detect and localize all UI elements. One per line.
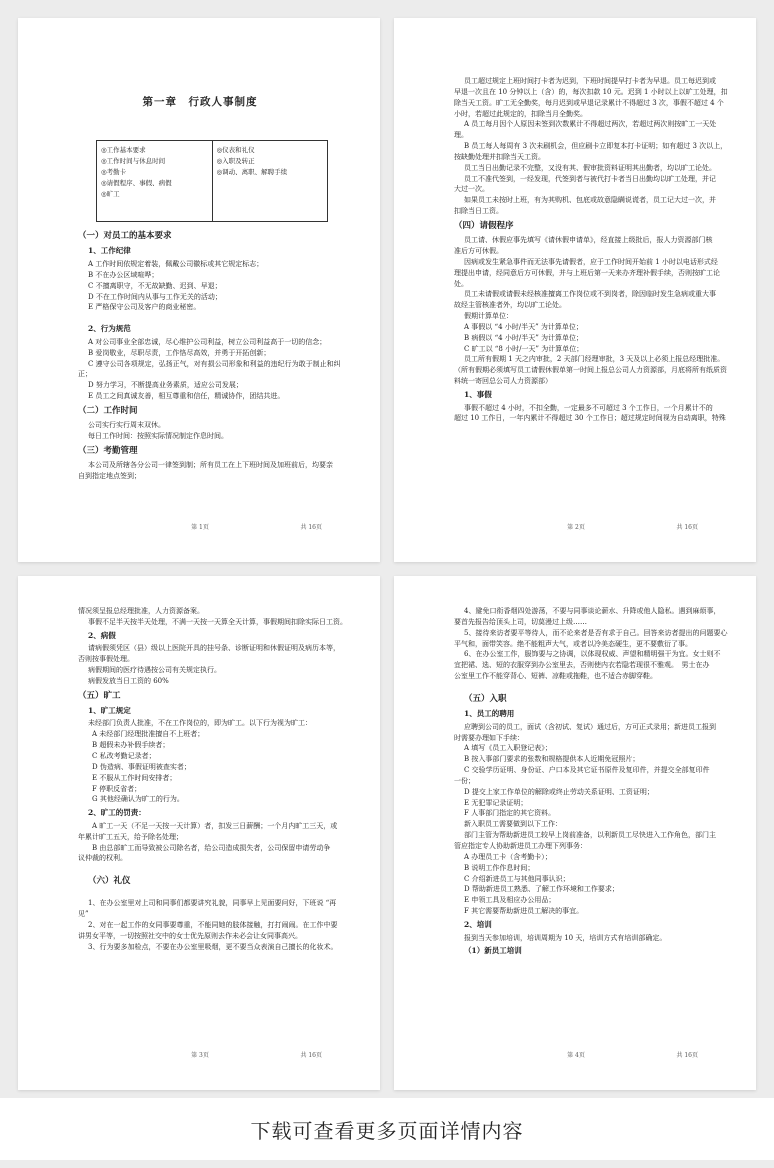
paragraph-line: 要首先报告给顶头上司，切莫漫过上级…… — [454, 617, 587, 626]
paragraph-line: 2、对在一起工作的女同事要尊重，不能同她的肢体接触，打打闹闹。在工作中要 — [88, 921, 338, 930]
paragraph-line: 部门主管为帮助新进员工较早上岗前准备，以利新员工尽快进入工作角色，部门主 — [464, 831, 716, 840]
paragraph-line: 按缺勤处理并扣除当天工资。 — [454, 152, 545, 161]
toc-left-column — [97, 141, 212, 221]
spacer — [78, 864, 322, 872]
paragraph-line: 年累计旷工五天，给予除名处理； — [78, 832, 183, 841]
paragraph-line: C 交验学历证明、身份证、户口本及其它证书原件及复印件，并提交全部复印件 — [464, 766, 710, 775]
paragraph-line: D 帮助新进员工熟悉、了解工作环境和工作要求； — [464, 885, 619, 894]
document-page-1 — [18, 18, 380, 562]
paragraph-line: B 超假未办补假手续者； — [92, 741, 170, 750]
paragraph-line: （所有假期必须填写员工请假休假单第一时间上报总公司人力资源部，月底将所有纸质资 — [454, 366, 727, 375]
paragraph-line: B 员工每人每周有 3 次未刷机会，但应刷卡立即复本打卡证明；如有超过 3 次以上， — [464, 142, 728, 151]
section-heading: （四）请假程序 — [454, 220, 514, 231]
paragraph-line: 讲男女平等，一切按照社交中的女士优先原则去作未必会让女同事高兴。 — [78, 931, 302, 940]
paragraph-line: 请病假须凭区（县）级以上医院开具的挂号条、诊断证明和休假证明及病历本等， — [88, 644, 340, 653]
paragraph-line: A 对公司事业全部忠诚，尽心维护公司利益，树立公司利益高于一切的信念； — [88, 337, 327, 346]
paragraph-line: A 员工每月因个人原因未签到次数累计不得超过两次，若超过两次则按旷工一天处 — [464, 120, 717, 129]
paragraph-line: 否则按事假处理。 — [78, 655, 134, 664]
paragraph-line: 情况须呈报总经理批准，人力资源备案。 — [78, 607, 204, 615]
paragraph-line: 见” — [78, 910, 89, 919]
page-footer — [454, 1051, 698, 1060]
toc-item: ◎请假程序、事假、病假 — [101, 179, 172, 188]
paragraph-line: 除当天工资。旷工无全勤奖，每月迟到或早退记录累计不得超过 3 次，事假不超过 4 个 — [454, 98, 724, 107]
paragraph-line: 宜把裙、选、短的衣服穿到办公室里去，否则使内衣若隐若现很不雅观。 男士在办 — [454, 661, 710, 670]
paragraph-line: 平气和，面带笑容。绝不能粗声大气，或者以冷美态硬生，更不要敷衍了事。 — [454, 639, 692, 648]
paragraph-line: E 员工之间真诚友善，相互尊重和信任，精诚协作，团结共进。 — [88, 392, 285, 401]
paragraph-line: 病假期间的医疗待遇按公司有关规定执行。 — [88, 666, 221, 674]
page-body — [454, 76, 728, 424]
document-page-2 — [394, 18, 756, 562]
paragraph-line: 管应指定专人协助新进员工办理下列事务： — [454, 841, 587, 850]
paragraph-line: 病假发放当日工资的 60% — [88, 676, 169, 685]
paragraph-line: 一份； — [454, 776, 475, 785]
paragraph-line: C 遵守公司各项规定，弘扬正气，对有损公司形象和利益的违纪行为敢于制止和纠 — [88, 359, 341, 368]
paragraph-line: A 填写《员工入职登记表》； — [464, 744, 552, 753]
paragraph-line: B 说明工作作息时间； — [464, 863, 535, 872]
page-number: 第 1页 — [191, 523, 209, 531]
paragraph-line: 因病或发生紧急事件而无法事先请假者，应于工作时间开始前 1 小时以电话形式经 — [464, 257, 718, 266]
paragraph-line: 5、接待来访者要平等待人，而不论来者是否有求于自己。回答来访者提出的问题要心 — [464, 628, 728, 637]
toc-item: ◎调动、离职、解聘手续 — [216, 168, 288, 177]
paragraph-line: 公司实行实行周末双休。 — [88, 421, 165, 430]
paragraph-line: F 停职反省者； — [92, 784, 142, 793]
paragraph-line: 扣除当日工资。 — [454, 207, 503, 216]
paragraph-line: E 无犯罪记录证明； — [464, 798, 528, 807]
paragraph-line: A 事假以 “4 小时/半天” 为计算单位； — [464, 322, 583, 331]
document-page-4 — [394, 576, 756, 1090]
paragraph-line: 本公司及所辖各分公司一律签到制；所有员工在上下班时间及加班前后，均要亲 — [88, 461, 333, 469]
paragraph-line: D 提交上家工作单位的解除或终止劳动关系证明、工资证明； — [464, 787, 654, 796]
subsection-heading: 1、事假 — [464, 389, 492, 399]
paragraph-line: 时需要办理如下手续： — [454, 733, 524, 742]
paragraph-line: 料统一寄回总公司人力资源部） — [454, 377, 552, 386]
paragraph-line: 议仲裁的权利。 — [78, 854, 127, 863]
paragraph-line: 每日工作时间：按照实际情况制定作息时间。 — [88, 431, 228, 440]
subsection-heading: 2、病假 — [88, 630, 116, 640]
paragraph-line: 理。 — [454, 131, 468, 140]
section-heading: （一）对员工的基本要求 — [78, 231, 172, 242]
paragraph-line: B 按入事部门要求的张数和规格提供本人近期免冠照片； — [464, 755, 640, 764]
page-footer — [454, 523, 698, 532]
paragraph-line: E 申领工具及相应办公用品； — [464, 896, 556, 905]
paragraph-line: C 介绍新进员工与其他同事认识； — [464, 874, 570, 883]
spacer — [78, 313, 322, 321]
paragraph-line: E 不服从工作时间安排者； — [92, 773, 177, 782]
spacer — [454, 682, 698, 690]
toc-item: ◎考勤卡 — [101, 168, 127, 177]
paragraph-line: 处。 — [454, 279, 468, 288]
paragraph-line: 理提出申请，经同意后方可休假，并与上班后第一天来办齐理补假手续，否则按旷工论 — [454, 268, 720, 277]
paragraph-line: A 未经部门经理批准擅自不上班者； — [92, 730, 205, 739]
paragraph-line: 公室里工作不能穿背心、短裤、凉鞋或拖鞋，也不适合赤脚穿鞋。 — [454, 672, 657, 681]
document-page-3 — [18, 576, 380, 1090]
page-content — [78, 606, 347, 953]
paragraph-line: 正； — [78, 370, 92, 379]
paragraph-line: D 不在工作时间内从事与工作无关的活动； — [88, 292, 222, 301]
paragraph-line: 员工未请假或请假未经核准擅离工作岗位或不到岗者，除因临时发生急病或重大事 — [464, 290, 716, 299]
paragraph-line: 小时，若超过此规定的，扣除当月全勤奖。 — [454, 109, 587, 118]
page-total: 共 16页 — [300, 523, 322, 531]
paragraph-line: D 伪造病、事假证明被查实者； — [92, 762, 191, 771]
paragraph-line: 事假不足半天按半天处理，不满一天按一天算全天计算，事假期间扣除实际日工资。 — [88, 617, 347, 626]
page-total: 共 16页 — [676, 1051, 698, 1059]
paragraph-line: F 其它需要帮助新进员工解决的事宜。 — [464, 907, 584, 916]
page-total: 共 16页 — [300, 1051, 322, 1059]
paragraph-line: 大过一次。 — [454, 185, 489, 194]
section-heading: （六）礼仪 — [88, 876, 131, 887]
paragraph-line: A 办理员工卡（含考勤卡）； — [464, 852, 552, 861]
paragraph-line: 未经部门负责人批准，不在工作岗位的，即为旷工。以下行为视为旷工： — [88, 719, 312, 728]
paragraph-line: E 严格保守公司及客户的商业秘密。 — [88, 303, 201, 312]
paragraph-line: G 其他经确认为旷工的行为。 — [92, 795, 184, 804]
paragraph-line: B 不在办公区域喧哗； — [88, 270, 159, 279]
section-heading: （五）旷工 — [78, 690, 121, 701]
paragraph-line: 员工所有假期 1 天之内审批，2 天部门经理审批，3 天及以上必须上报总经理批准。 — [464, 355, 725, 364]
paragraph-line: C 不擅离职守，不无故缺勤、迟到、早退； — [88, 281, 222, 290]
paragraph-line: 1、在办公室里对上司和同事们都要讲究礼貌，同事早上见面要问好，下班说 “再 — [88, 899, 337, 908]
page-total: 共 16页 — [676, 523, 698, 531]
page-number: 第 3页 — [191, 1051, 209, 1059]
paragraph-line: 4、避免口衔香烟四处游荡，不要与同事谈论薪水、升降或他人隐私。遇到麻烦事， — [464, 607, 721, 615]
paragraph-line: 3、行为要多加检点，不要在办公室里吸烟，更不要当众表演自己擅长的化妆术。 — [88, 942, 338, 951]
page-number: 第 4页 — [567, 1051, 585, 1059]
subsection-heading: 1、员工的聘用 — [464, 709, 515, 719]
download-caption[interactable]: 下载可查看更多页面详情内容 — [0, 1098, 774, 1160]
page-body — [78, 606, 347, 953]
page-content — [454, 76, 728, 424]
section-heading: （五）入职 — [464, 693, 507, 704]
page-number: 第 2页 — [567, 523, 585, 531]
section-heading: （二）工作时间 — [78, 405, 138, 416]
toc-right-column — [212, 141, 328, 221]
paragraph-line: F 人事部门指定的其它资料。 — [464, 809, 556, 818]
paragraph-line: 报到当天参加培训，培训周期为 10 天，培训方式有培训部确定。 — [464, 933, 667, 942]
paragraph-line: D 努力学习，不断提高业务素质，适应公司发展； — [88, 381, 243, 390]
paragraph-line: 如果员工未按时上班，有为其购机、包底或故意隐瞒说谎者，员工记大过一次，并 — [464, 196, 716, 205]
paragraph-line: 事假不超过 4 小时，不扣全勤，一定最多不可超过 3 个工作日，一个月累计不的 — [464, 403, 713, 412]
paragraph-line: B 爱岗敬业，尽职尽责，工作恪尽高效，并勇于开拓创新； — [88, 348, 271, 357]
toc-item: ◎仪表和礼仪 — [216, 146, 255, 155]
paragraph-line: A 旷工一天（不足一天按一天计算）者，扣发三日薪酬；一个月内旷工三天，或 — [92, 821, 338, 830]
paragraph-line: 准后方可休假。 — [454, 246, 503, 255]
paragraph-line: 员工当日出勤记录不完整，又没有其、假审批资料证明其出勤者，均以旷工论处。 — [464, 163, 716, 172]
paragraph-line: B 由总部旷工而导致被公司除名者，给公司造成损失者，公司保留申请劳动争 — [92, 843, 331, 852]
paragraph-line: C 私改考勤记录者； — [92, 752, 156, 761]
toc-item: ◎旷工 — [101, 190, 120, 199]
subsection-heading: （1）新员工培训 — [464, 946, 522, 956]
toc-item: ◎工作基本要求 — [101, 146, 146, 155]
paragraph-line: 应聘到公司的员工，面试（含初试、复试）通过后，方可正式录用；新进员工报到 — [464, 722, 716, 731]
paragraph-line: 假期计算单位： — [464, 312, 513, 321]
subsection-heading: 2、行为规范 — [88, 324, 131, 334]
page-footer — [78, 523, 322, 532]
chapter-title: 第一章 行政人事制度 — [142, 96, 258, 108]
paragraph-line: 超过 10 工作日，一年内累计不得超过 30 个工作日；超过规定时间视为自动离职，特殊 — [454, 414, 726, 423]
subsection-heading: 1、工作纪律 — [88, 246, 131, 256]
subsection-heading: 2、旷工的罚责： — [88, 808, 146, 818]
toc-box — [96, 140, 328, 222]
paragraph-line: 故经主管核准者外，均以旷工论处。 — [454, 301, 566, 310]
spacer — [78, 890, 322, 898]
page-content — [454, 606, 728, 959]
page-body — [78, 230, 341, 481]
paragraph-line: 6、在办公室工作，服饰要与之协调，以体现权威、声望和精明强干为宜。女士则不 — [464, 650, 721, 659]
page-content — [78, 76, 341, 482]
page-footer — [78, 1051, 322, 1060]
section-heading: （三）考勤管理 — [78, 445, 138, 456]
page-body — [454, 606, 728, 957]
subsection-heading: 2、培训 — [464, 919, 492, 929]
paragraph-line: 员工请、休假应事先填写《请休假申请单》，经直接上级批后，报人力资源部门核 — [464, 236, 713, 245]
paragraph-line: 新入职员工需要做到以下工作： — [464, 820, 562, 829]
toc-item: ◎工作时间与休息时间 — [101, 157, 166, 166]
subsection-heading: 1、旷工规定 — [88, 705, 131, 715]
paragraph-line: A 工作时间依规定着装，佩戴公司徽标或其它规定标志； — [88, 260, 264, 269]
paragraph-line: 员工超过规定上班时间打卡者为迟到，下班时间提早打卡者为早退。员工每迟到或 — [464, 77, 716, 85]
paragraph-line: 自到指定地点签到； — [78, 471, 141, 480]
paragraph-line: 员工不准代签到，一经发现，代签到者与被代打卡者当日出勤均以旷工处理，并记 — [464, 174, 716, 183]
paragraph-line: 早退一次且在 10 分钟以上（含）的，每次扣款 10 元。迟到 1 小时以上以旷工处理，扣 — [454, 87, 728, 96]
paragraph-line: B 病假以 “4 小时/半天” 为计算单位； — [464, 333, 584, 342]
toc-item: ◎入职及转正 — [216, 157, 255, 166]
paragraph-line: C 旷工以 “8 小时/一天” 为计算单位； — [464, 344, 584, 353]
